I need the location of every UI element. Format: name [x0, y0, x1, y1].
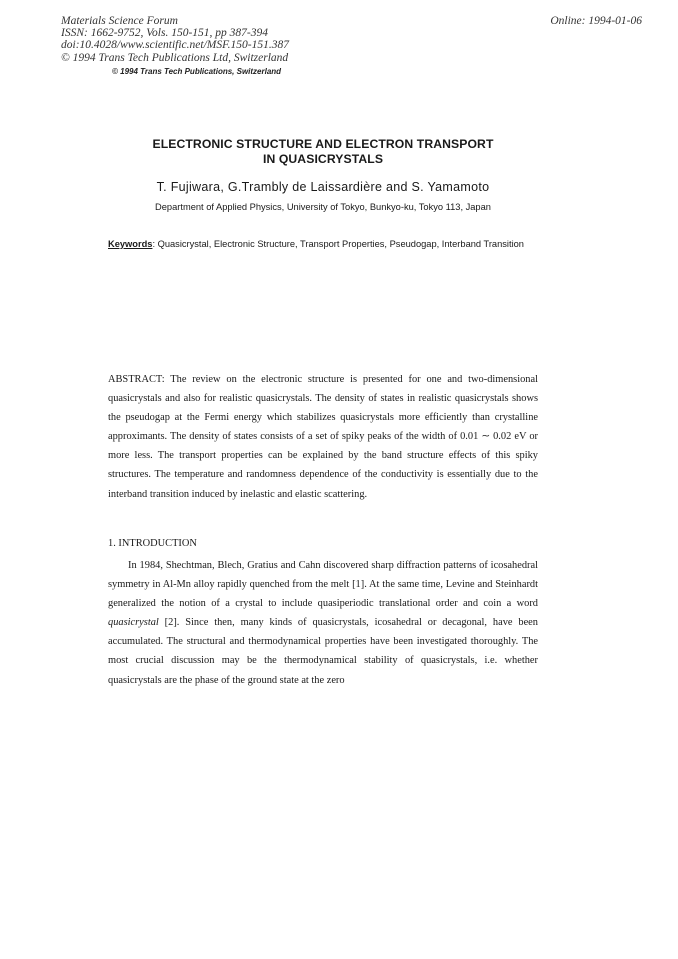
journal-name: Materials Science Forum: [61, 15, 178, 27]
authors: T. Fujiwara, G.Trambly de Laissardière and S. Yamamoto: [156, 180, 490, 194]
paper-title: [108, 137, 538, 167]
publisher-note: © 1994 Trans Tech Publications, Switzerland: [112, 67, 282, 76]
journal-metadata: [61, 15, 289, 64]
intro-text-2: [2]. Since then, many kinds of quasicrystals, icosahedral or decagonal, have been accumulated. The structural and thermodynamical properties have been investigated thoroughly. The most crucial discussion may be the thermodynamical stability of quasicrystals, i.e. whether quasicrystals are the phase of the ground state at the zero: [108, 617, 538, 686]
title-line-2: IN QUASICRYSTALS: [262, 152, 384, 166]
affiliation: Department of Applied Physics, University of Tokyo, Bunkyo-ku, Tokyo 113, Japan: [155, 202, 491, 212]
copyright-line: © 1994 Trans Tech Publications Ltd, Switzerland: [61, 51, 289, 64]
keywords-label: Keywords: [108, 239, 153, 249]
keywords-list: : Quasicrystal, Electronic Structure, Transport Properties, Pseudogap, Interband Transition: [152, 239, 524, 249]
intro-paragraph: [108, 556, 538, 690]
section-heading: 1. INTRODUCTION: [108, 538, 197, 549]
intro-text-1: In 1984, Shechtman, Blech, Gratius and Cahn discovered sharp diffraction patterns of icosahedral symmetry in Al-Mn alloy rapidly quenched from the melt [1]. At the same time, Levine and Steinhardt generalized the notion of a crystal to include quasiperiodic translational order and coin a word: [108, 560, 538, 610]
doi-link[interactable]: doi:10.4028/www.scientific.net/MSF.150-151.387: [61, 39, 289, 52]
intro-italic-term: quasicrystal: [108, 617, 159, 629]
keywords: [108, 238, 538, 250]
abstract: ABSTRACT: The review on the electronic structure is presented for one and two-dimensional quasicrystals and also for realistic quasicrystals. The density of states in realistic quasicrystals shows the pseudogap at the Fermi energy which stabilizes quasicrystals more efficiently than crystalline approximants. The density of states consists of a set of spiky peaks of the width of 0.01 ∼ 0.02 eV or more less. The transport properties can be explained by the band structure effects of this spiky structures. The temperature and randomness dependence of the conductivity is essentially due to the interband transition induced by inelastic and elastic scattering.: [108, 374, 538, 500]
issn-line: ISSN: 1662-9752, Vols. 150-151, pp 387-394: [61, 27, 268, 40]
title-line-1: ELECTRONIC STRUCTURE AND ELECTRON TRANSPORT: [152, 137, 494, 151]
online-date: Online: 1994-01-06: [550, 15, 642, 27]
